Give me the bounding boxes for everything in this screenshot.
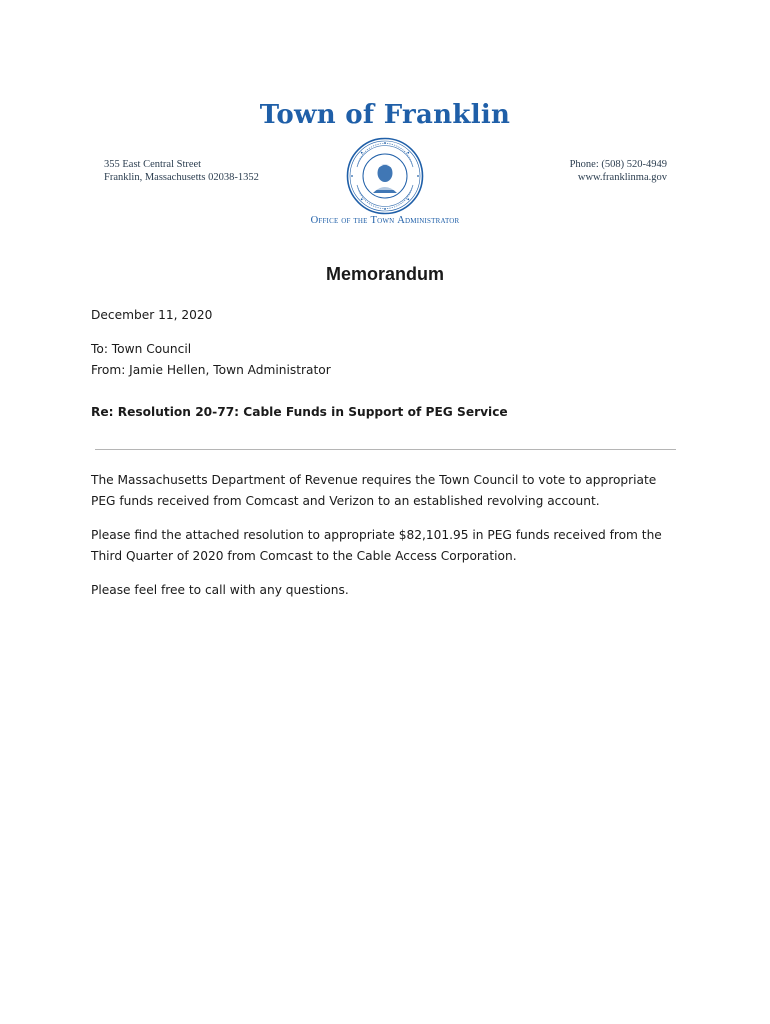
memo-to: To: Town Council [91, 342, 192, 356]
divider-rule [95, 449, 676, 450]
office-title-a: A [397, 215, 406, 226]
memo-paragraph: Please find the attached resolution to appropriate $82,101.95 in PEG funds received from the Third Quarter of 2020 from Comcast to the Cable Access Corporation. [91, 528, 662, 563]
town-name-title: Town of Franklin [259, 100, 511, 130]
contact-block [570, 158, 667, 184]
address-street: 355 East Central Street [104, 159, 202, 170]
office-title [0, 215, 770, 226]
office-title-o: O [310, 215, 319, 226]
town-seal-icon [346, 137, 424, 215]
office-title-t: T [370, 215, 378, 226]
memo-from: From: Jamie Hellen, Town Administrator [91, 363, 331, 377]
memo-paragraph: Please feel free to call with any questions. [91, 583, 349, 597]
office-title-ffice: ffice of the [318, 215, 371, 226]
memo-date: December 11, 2020 [91, 308, 213, 322]
memo-subject: Re: Resolution 20-77: Cable Funds in Support of PEG Service [91, 405, 508, 419]
phone-number: Phone: (508) 520-4949 [569, 159, 667, 170]
office-title-dministrator: dministrator [405, 215, 460, 226]
address-city: Franklin, Massachusetts 02038-1352 [104, 172, 259, 183]
office-title-own: own [377, 215, 398, 226]
memo-heading: Memorandum [325, 264, 444, 284]
memo-paragraph: The Massachusetts Department of Revenue requires the Town Council to vote to appropriate PEG funds received from Comcast and Verizon to an established revolving account. [91, 473, 657, 508]
address-block [104, 158, 259, 184]
website-link[interactable]: www.franklinma.gov [577, 172, 667, 183]
